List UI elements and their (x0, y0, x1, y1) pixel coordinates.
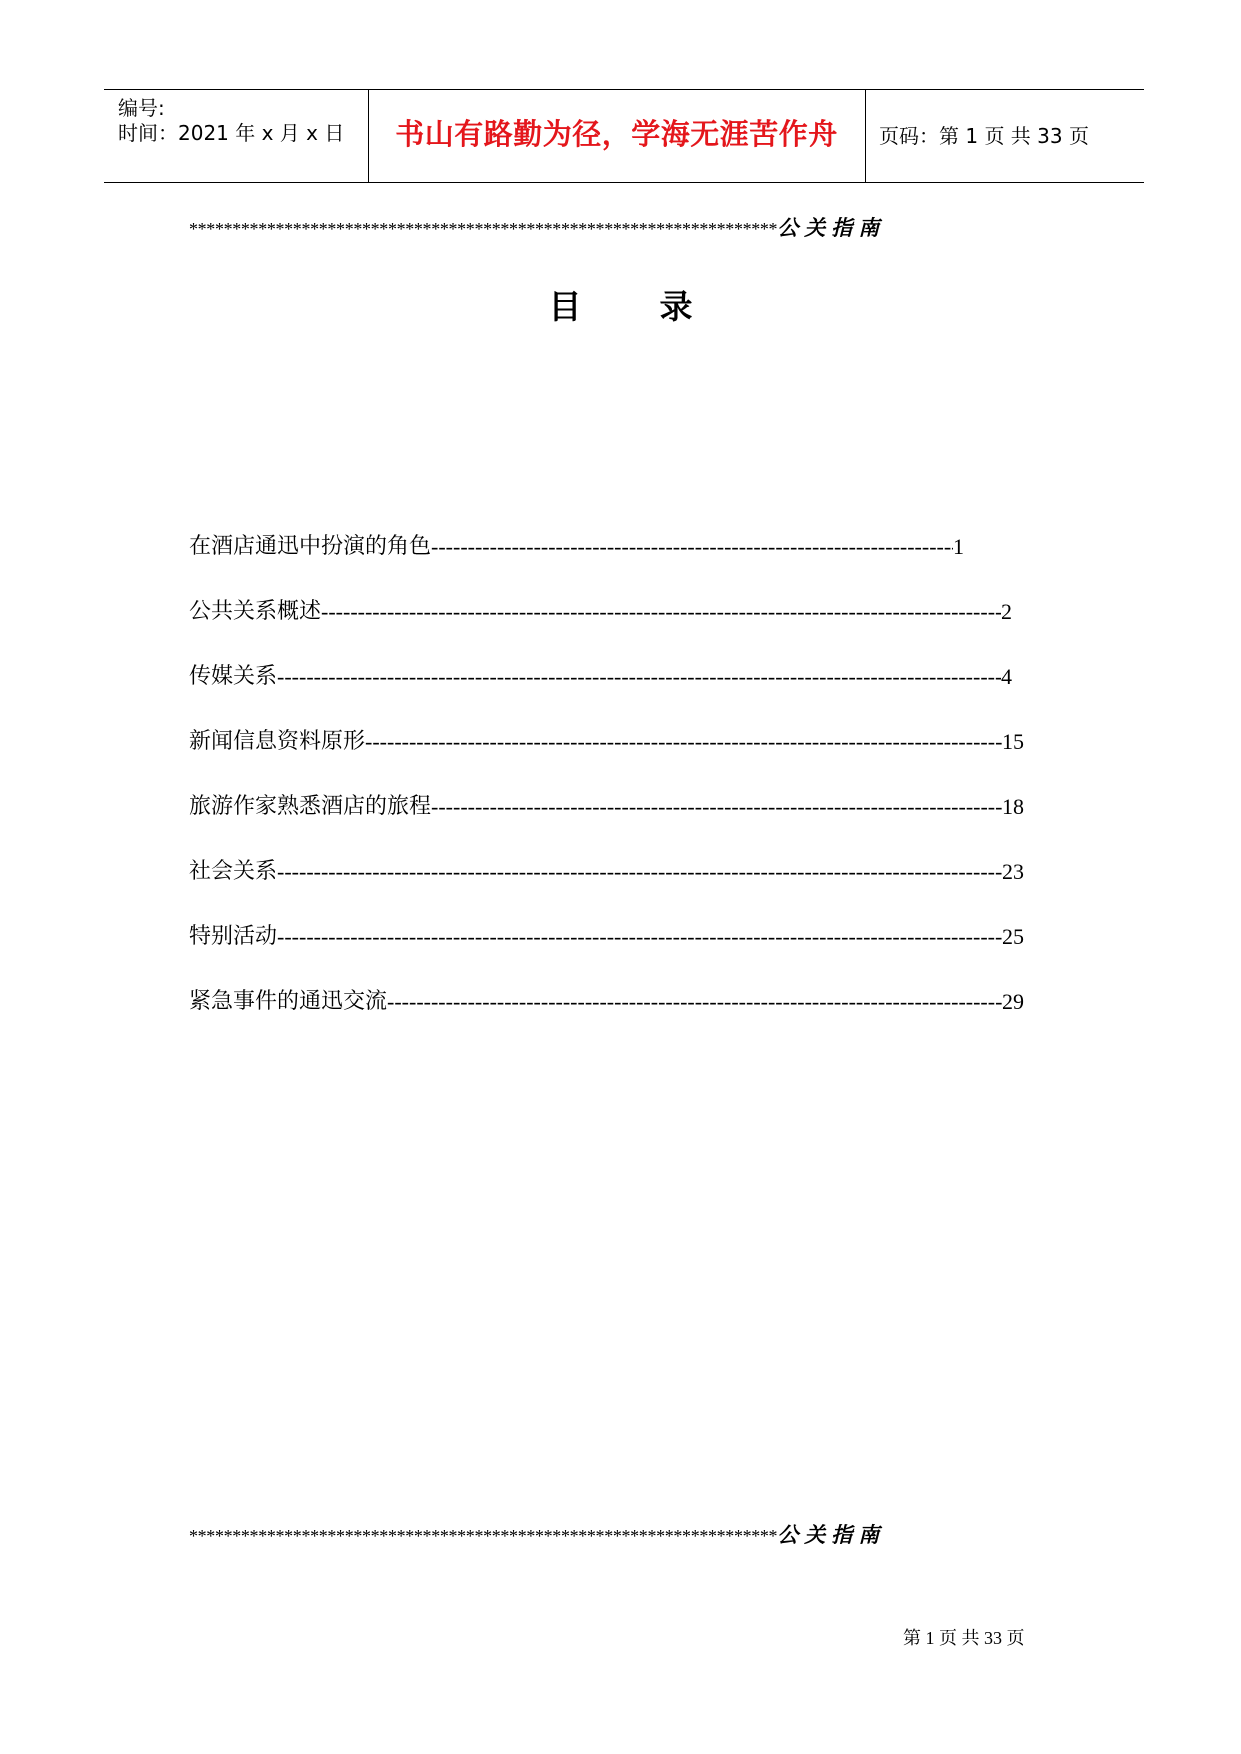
table-of-contents (189, 532, 1029, 1052)
header-table (104, 89, 1144, 183)
toc-entry-page: 2 (1001, 599, 1012, 624)
toc-leader-dots (277, 662, 1001, 692)
toc-entry[interactable] (189, 987, 1024, 1052)
header-info-cell (104, 90, 369, 182)
toc-entry-title: 紧急事件的通迅交流 (189, 989, 388, 1014)
toc-leader-dots (277, 922, 1002, 952)
toc-entry-page: 1 (953, 534, 964, 559)
banner-stars: ******************************************************************** (189, 219, 778, 239)
top-banner (189, 213, 1049, 243)
toc-entry-title: 在酒店通迅中扮演的角色 (189, 534, 432, 559)
toc-leader-dots (387, 987, 1002, 1017)
toc-leader-dots (321, 597, 1001, 627)
toc-entry[interactable] (189, 597, 1012, 662)
toc-entry-title: 新闻信息资料原形 (189, 729, 366, 754)
toc-entry-page: 18 (1002, 794, 1024, 819)
banner-label: 公关指南 (777, 1522, 886, 1547)
toc-entry[interactable] (189, 792, 1024, 857)
header-page-code: 页码：第 1 页 共 33 页 (879, 124, 1089, 148)
toc-entry-title: 公共关系概述 (189, 599, 322, 624)
toc-entry[interactable] (189, 662, 1012, 727)
toc-entry-title: 特别活动 (189, 924, 278, 949)
document-number-label: 编号: (118, 96, 165, 120)
footer-page-number: 第 1 页 共 33 页 (903, 1628, 1025, 1648)
header-page-cell (865, 90, 1144, 182)
page-title (0, 285, 1241, 329)
toc-entry-title: 传媒关系 (189, 664, 278, 689)
motto-text: 书山有路勤为径，学海无涯苦作舟 (395, 117, 838, 151)
banner-label: 公关指南 (777, 215, 886, 240)
toc-entry[interactable] (189, 857, 1024, 922)
toc-entry-page: 23 (1002, 859, 1024, 884)
toc-leader-dots (365, 727, 1002, 757)
title-char-2: 录 (659, 287, 693, 326)
header-motto-cell (368, 90, 866, 182)
toc-entry-page: 15 (1002, 729, 1024, 754)
toc-entry-page: 29 (1002, 989, 1024, 1014)
document-date: 时间：2021 年 x 月 x 日 (118, 121, 345, 145)
toc-entry-title: 社会关系 (189, 859, 278, 884)
bottom-banner (189, 1520, 1049, 1550)
toc-entry[interactable] (189, 532, 964, 597)
toc-leader-dots (277, 857, 1002, 887)
toc-entry-title: 旅游作家熟悉酒店的旅程 (189, 794, 432, 819)
toc-entry-page: 25 (1002, 924, 1024, 949)
toc-entry-page: 4 (1001, 664, 1012, 689)
banner-stars: ******************************************************************** (189, 1526, 778, 1546)
toc-entry[interactable] (189, 922, 1024, 987)
toc-entry[interactable] (189, 727, 1024, 792)
title-char-1: 目 (548, 287, 582, 326)
toc-leader-dots (431, 792, 1002, 822)
toc-leader-dots (431, 532, 953, 562)
